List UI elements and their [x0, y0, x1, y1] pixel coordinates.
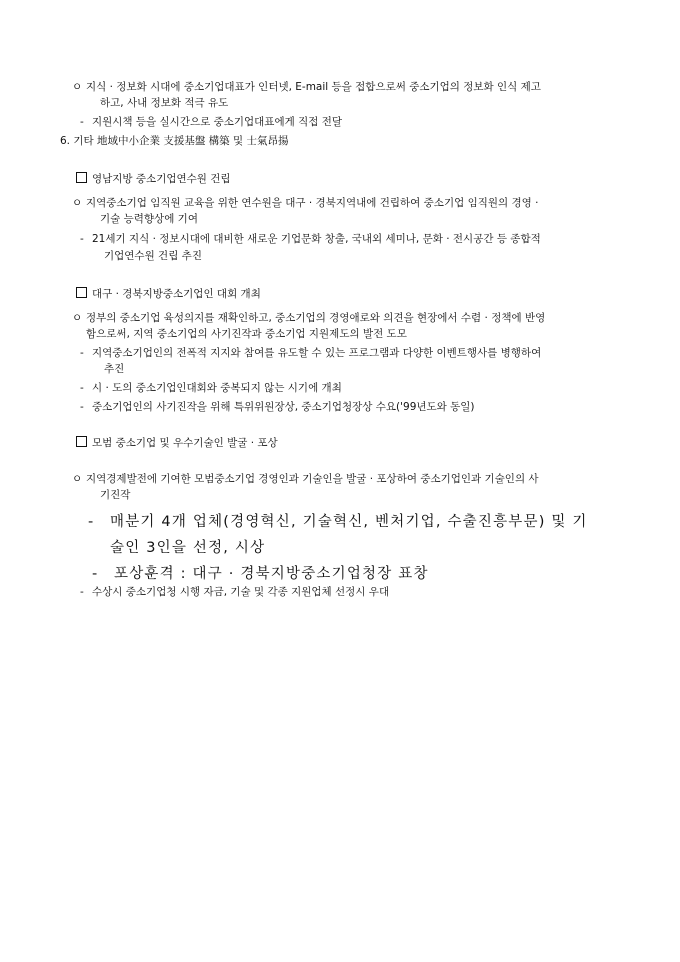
text-line: 모범 중소기업 및 우수기술인 발굴 · 포상	[92, 437, 278, 449]
text-line: 기술 능력향상에 기여	[100, 213, 198, 225]
subsection-heading	[76, 436, 278, 450]
checkbox-square-icon	[76, 172, 87, 183]
text-line: 시 · 도의 중소기업인대회와 중복되지 않는 시기에 개최	[92, 382, 342, 394]
subsection-heading	[76, 172, 231, 186]
text-line: 수상시 중소기업청 시행 자금, 기술 및 각종 지원업체 선정시 우대	[92, 586, 390, 598]
text-line: 매분기 4개 업체(경영혁신, 기술혁신, 벤처기업, 수출진흥부문) 및 기	[110, 514, 588, 530]
dash-item	[80, 585, 389, 599]
circle-bullet: ㅇ	[72, 81, 83, 93]
text-line: 지원시책 등을 실시간으로 중소기업대표에게 직접 전달	[92, 116, 342, 128]
checkbox-square-icon	[76, 436, 87, 447]
dash-item	[80, 400, 475, 414]
dash-marker: -	[80, 382, 84, 394]
circle-bullet: ㅇ	[72, 312, 83, 324]
circle-bullet: ㅇ	[72, 197, 83, 209]
dash-item	[80, 115, 342, 129]
text-line: 지역중소기업인의 전폭적 지지와 참여를 유도할 수 있는 프로그램과 다양한 이벤트행사를 병행하여	[92, 347, 542, 359]
bullet-item	[72, 80, 541, 94]
dash-item-large	[88, 512, 588, 532]
text-line: 지역중소기업 임직원 교육을 위한 연수원을 대구 · 경북지역내에 건립하여 중소기업 임직원의 경영 ·	[86, 197, 539, 209]
text-line: 추진	[104, 363, 125, 375]
bullet-item	[72, 472, 539, 486]
bullet-item	[72, 196, 538, 210]
section-heading: 6. 기타 地域中小企業 支援基盤 構築 및 士氣昂揚	[60, 135, 289, 147]
bullet-item	[72, 311, 545, 325]
dash-item	[80, 381, 342, 395]
dash-marker: -	[80, 347, 84, 359]
dash-item	[80, 346, 541, 360]
dash-marker: -	[88, 514, 95, 530]
text-line: 함으로써, 지역 중소기업의 사기진작과 중소기업 지원제도의 발전 도모	[86, 328, 407, 340]
text-line: 대구 · 경북지방중소기업인 대회 개최	[92, 288, 261, 300]
text-line: 중소기업인의 사기진작을 위해 특위위원장상, 중소기업청장상 수요('99년도와 동일)	[92, 401, 475, 413]
text-line: 21세기 지식 · 정보시대에 대비한 새로운 기업문화 창출, 국내외 세미나, 문화 · 전시공간 등 종합적	[92, 233, 541, 245]
dash-marker: -	[92, 566, 99, 582]
text-line: 정부의 중소기업 육성의지를 재확인하고, 중소기업의 경영애로와 의견을 현장에서 수렴 · 정책에 반영	[86, 312, 546, 324]
text-line: 지역경제발전에 기여한 모범중소기업 경영인과 기술인을 발굴 · 포상하여 중소기업인과 기술인의 사	[86, 473, 539, 485]
dash-marker: -	[80, 586, 84, 598]
text-line: 포상훈격 : 대구 · 경북지방중소기업청장 표창	[114, 566, 429, 582]
dash-marker: -	[80, 401, 84, 413]
dash-marker: -	[80, 233, 84, 245]
text-line: 기진작	[100, 489, 131, 501]
dash-item-large	[92, 564, 429, 584]
text-line: 지식 · 정보화 시대에 중소기업대표가 인터넷, E-mail 등을 접합으로써 중소기업의 정보화 인식 제고	[86, 81, 541, 93]
subsection-heading	[76, 287, 261, 301]
checkbox-square-icon	[76, 287, 87, 298]
text-line: 기업연수원 건립 추진	[104, 250, 202, 262]
dash-item	[80, 232, 541, 246]
text-line: 술인 3인을 선정, 시상	[110, 540, 266, 556]
dash-marker: -	[80, 116, 84, 128]
circle-bullet: ㅇ	[72, 473, 83, 485]
text-line: 영남지방 중소기업연수원 건립	[92, 173, 231, 185]
text-line: 하고, 사내 정보화 적극 유도	[100, 97, 229, 109]
